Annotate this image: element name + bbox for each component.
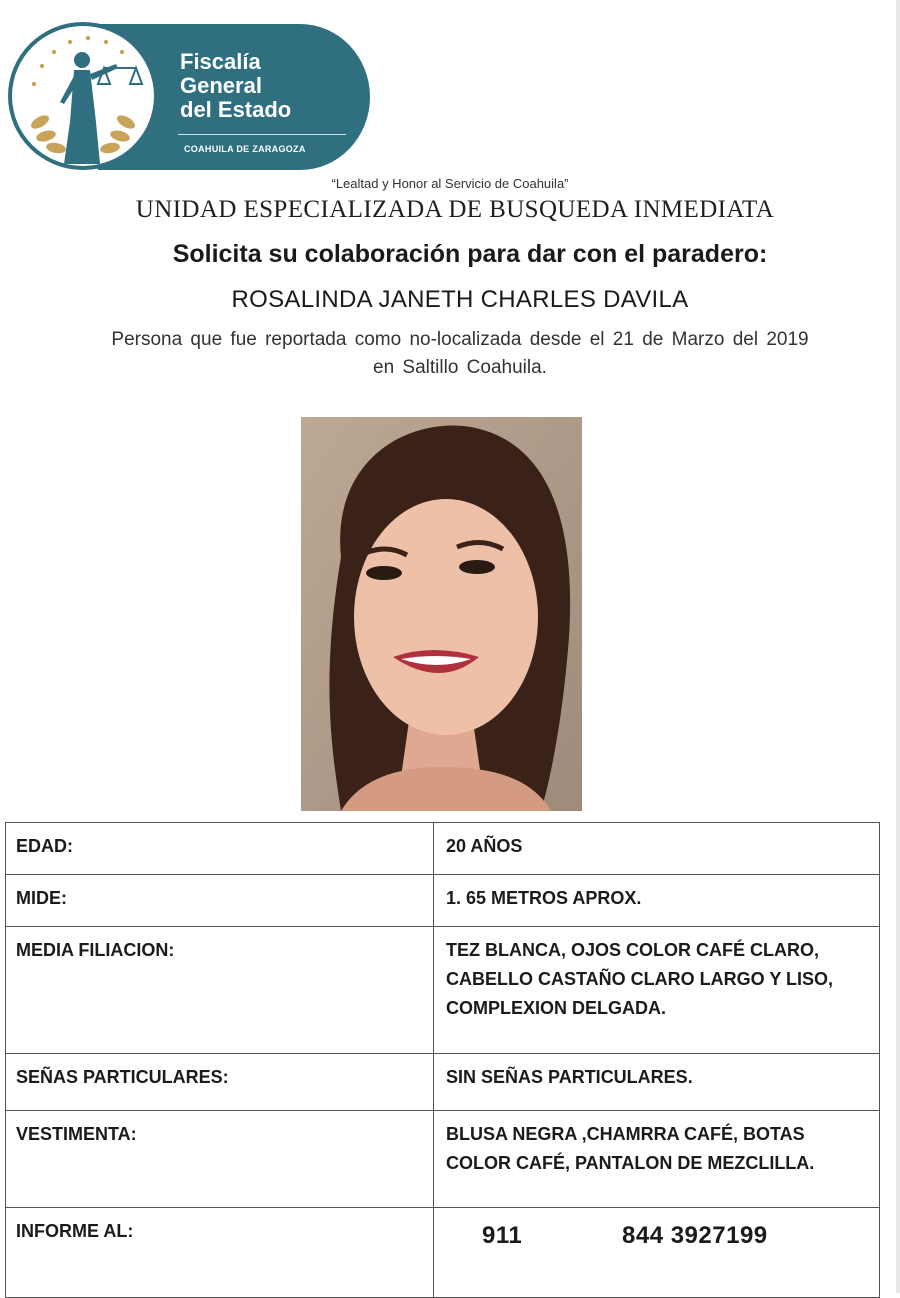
phone-cell (434, 1208, 880, 1298)
table-row (6, 1111, 880, 1208)
row-value: BLUSA NEGRA ,CHAMRRA CAFÉ, BOTAS COLOR CAFÉ, PANTALON DE MEZCLILLA. (434, 1111, 880, 1208)
row-label: EDAD: (6, 823, 434, 875)
request-heading: Solicita su colaboración para dar con el paradero: (172, 240, 768, 268)
logo-title-line1: Fiscalía (180, 49, 261, 74)
row-value: 1. 65 METROS APROX. (434, 875, 880, 927)
report-text: Persona que fue reportada como no-localizada desde el 21 de Marzo del 2019 en Saltillo Coahuila. (111, 329, 809, 378)
table-row (6, 875, 880, 927)
row-label: MIDE: (6, 875, 434, 927)
unit-title: UNIDAD ESPECIALIZADA DE BUSQUEDA INMEDIATA (135, 196, 775, 223)
table-row (6, 1054, 880, 1111)
row-value: 20 AÑOS (434, 823, 880, 875)
row-value: TEZ BLANCA, OJOS COLOR CAFÉ CLARO, CABELLO CASTAÑO CLARO LARGO Y LISO, COMPLEXION DELGADA. (434, 927, 880, 1054)
table-row (6, 927, 880, 1054)
row-label: MEDIA FILIACION: (6, 927, 434, 1054)
motto: “Lealtad y Honor al Servicio de Coahuila” (331, 176, 569, 191)
row-label: SEÑAS PARTICULARES: (6, 1054, 434, 1111)
table-row (6, 1208, 880, 1298)
logo-title-line3: del Estado (180, 97, 292, 122)
info-table (5, 822, 880, 1298)
fiscalia-logo (8, 22, 370, 170)
page-edge (896, 0, 900, 1293)
logo-title (180, 50, 291, 122)
local-phone-number: 844 3927199 (622, 1222, 768, 1249)
missing-person-photo (301, 417, 582, 811)
logo-subtitle: COAHUILA DE ZARAGOZA (184, 144, 306, 154)
logo-title-line2: General (180, 73, 262, 98)
row-label: VESTIMENTA: (6, 1111, 434, 1208)
row-value: SIN SEÑAS PARTICULARES. (434, 1054, 880, 1111)
justice-emblem-icon (8, 22, 158, 170)
logo-divider (178, 134, 346, 135)
row-label: INFORME AL: (6, 1208, 434, 1298)
table-row (6, 823, 880, 875)
emergency-number: 911 (482, 1222, 523, 1249)
person-name: ROSALINDA JANETH CHARLES DAVILA (231, 286, 689, 313)
